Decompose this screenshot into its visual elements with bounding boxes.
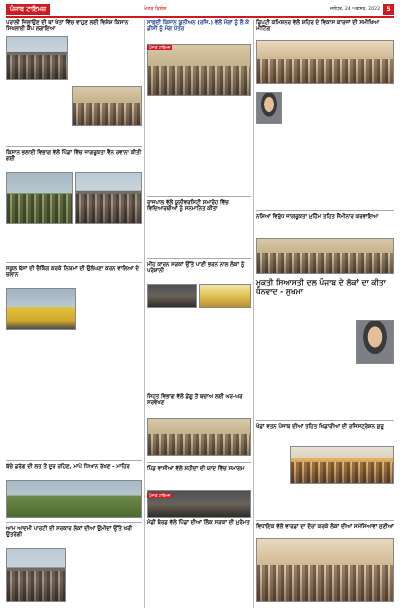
story-11 <box>256 424 394 444</box>
story-6-photo <box>6 288 76 330</box>
story-8-photo-2 <box>199 284 251 308</box>
story-15-photo <box>256 538 394 602</box>
story-11-photo <box>290 446 394 484</box>
section-divider <box>256 210 394 211</box>
story-5 <box>147 200 251 220</box>
section-divider <box>147 462 251 463</box>
story-7-headline: ਨਸ਼ਿਆਂ ਵਿਰੁੱਧ ਜਾਗਰੂਕਤਾ ਮੁਹਿੰਮ ਤਹਿਤ ਸੈਮੀਨਾਰ ਕਰਵਾਇਆ <box>256 214 379 220</box>
story-7 <box>256 214 394 236</box>
story-6 <box>6 266 142 286</box>
section-divider <box>6 262 142 263</box>
story-15-headline: ਵਿਧਾਇਕ ਵੱਲੋਂ ਵਾਰਡਾਂ ਦਾ ਦੌਰਾ ਕਰਕੇ ਲੋਕਾਂ ਦੀਆਂ ਸਮੱਸਿਆਵਾਂ ਸੁਣੀਆਂ <box>256 524 394 530</box>
masthead-section: ਖੇਤਰ ਵਿਸ਼ੇਸ਼ <box>144 6 167 12</box>
story-2-tag: ਪੰਜਾਬ ਟਾਇਮਜ਼ <box>149 45 171 50</box>
masthead-logo: ਪੰਜਾਬ ਟਾਇਮਜ਼ <box>6 4 50 15</box>
story-9 <box>147 394 251 414</box>
column-divider <box>144 20 145 608</box>
story-16-wrap <box>147 482 207 498</box>
story-13-headline: ਆਮ ਆਦਮੀ ਪਾਰਟੀ ਦੀ ਸਰਕਾਰ ਲੋਕਾਂ ਦੀਆਂ ਉਮੀਦਾਂ ਉੱਤੇ ਖਰੀ ਉਤਰੇਗੀ <box>6 526 133 539</box>
story-9-headline: ਸਿਹਤ ਵਿਭਾਗ ਵੱਲੋਂ ਡੇਂਗੂ ਤੋਂ ਬਚਾਅ ਲਈ ਘਰ-ਘਰ ਸਰਵੇਖਣ <box>147 394 243 407</box>
story-3-portrait <box>256 92 282 124</box>
section-divider <box>147 196 251 197</box>
story-4-headline: ਕਿਸਾਨ ਭਲਾਈ ਵਿਭਾਗ ਵੱਲੋਂ ਪਿੰਡਾਂ ਵਿੱਚ ਜਾਗਰੂਕਤਾ ਵੈਨ ਰਵਾਨਾ ਕੀਤੀ ਗਈ <box>6 150 142 163</box>
story-9-photo <box>147 418 251 456</box>
section-divider <box>6 522 142 523</box>
story-13-photo <box>6 548 66 602</box>
story-8-photo <box>147 284 197 308</box>
story-11-headline: ਖੇਡਾਂ ਵਤਨ ਪੰਜਾਬ ਦੀਆਂ ਤਹਿਤ ਖਿਡਾਰੀਆਂ ਦੀ ਰਜਿਸਟ੍ਰੇਸ਼ਨ ਸ਼ੁਰੂ <box>256 424 384 430</box>
page-number: 5 <box>383 4 394 15</box>
story-1-photo-2 <box>72 86 142 126</box>
story-4-photo-2 <box>75 172 142 224</box>
story-8-headline: ਮੀਂਹ ਕਾਰਨ ਸੜਕਾਂ ਉੱਤੇ ਪਾਣੀ ਭਰਨ ਨਾਲ ਲੋਕਾਂ ਨੂੰ ਪਰੇਸ਼ਾਨੀ <box>147 262 245 275</box>
story-1-photo <box>6 36 68 80</box>
story-5-headline: ਰਾਜਪਾਲ ਵੱਲੋਂ ਯੂਨੀਵਰਸਿਟੀ ਸਮਾਰੋਹ ਵਿੱਚ ਵਿਦਿਆਰਥੀਆਂ ਨੂੰ ਸਨਮਾਨਿਤ ਕੀਤਾ <box>147 200 229 213</box>
masthead <box>6 4 394 15</box>
story-4-photo <box>6 172 73 224</box>
story-12-headline: ਬੱਚੇ ਡਰੱਗ ਦੀ ਲਤ ਤੋਂ ਦੂਰ ਰਹਿਣ, ਮਾਪੇ ਧਿਆਨ ਰੱਖਣ - ਮਾਹਿਰ <box>6 464 130 470</box>
section-divider <box>256 520 394 521</box>
story-12-photo <box>6 480 142 518</box>
column-divider <box>253 20 254 608</box>
story-2-headline: ਸਾਫ਼ਦੀ ਕਿਸਾਨ ਯੂਨੀਅਨ (ਰਜਿ.) ਵੱਲੋਂ ਮੰਗਾਂ ਨੂੰ ਲੈ ਕੇ ਡੀਸੀ ਨੂੰ ਮੰਗ ਪੱਤਰ <box>147 20 249 33</box>
masthead-rule <box>6 16 394 18</box>
story-16-headline: ਮੰਡੀ ਬੋਰਡ ਵੱਲੋਂ ਪਿੰਡਾਂ ਦੀਆਂ ਲਿੰਕ ਸੜਕਾਂ ਦੀ ਮੁਰੰਮਤ <box>147 520 250 526</box>
story-3 <box>256 20 394 42</box>
story-8 <box>147 262 251 282</box>
story-15 <box>256 524 394 536</box>
story-2-tag-wrap <box>147 34 207 50</box>
story-3-photo <box>256 40 394 84</box>
story-14-headline: ਪਿੰਡ ਵਾਸੀਆਂ ਵੱਲੋਂ ਸ਼ਹੀਦਾਂ ਦੀ ਯਾਦ ਵਿੱਚ ਸਮਾਗਮ <box>147 466 245 472</box>
story-12 <box>6 464 142 478</box>
section-divider <box>147 258 251 259</box>
section-divider <box>6 146 142 147</box>
masthead-date: ਜਲੰਧਰ, 24 ਅਗਸਤ, 2022 <box>330 7 380 12</box>
section-divider <box>6 460 142 461</box>
story-16-tag: ਪੰਜਾਬ ਟਾਇਮਜ਼ <box>149 493 171 498</box>
story-10 <box>256 278 394 300</box>
story-3-headline: ਡਿਪਟੀ ਕਮਿਸ਼ਨਰ ਵੱਲੋਂ ਸ਼ਹਿਰ ਦੇ ਵਿਕਾਸ ਕਾਰਜਾਂ ਦੀ ਸਮੀਖਿਆ ਮੀਟਿੰਗ <box>256 20 380 33</box>
story-7-photo <box>256 238 394 274</box>
story-10-headline: ਮੁਕਤੀ ਸਿਆਸਤੀ ਦਲ ਪੰਜਾਬ ਦੇ ਲੋਕਾਂ ਦਾ ਕੀਤਾ ਧੰਨਵਾਦ - ਸੁਖਮਾ <box>256 278 386 296</box>
story-10-portrait <box>356 320 394 364</box>
story-1-headline: ਪਰਾਲੀ ਜਿਲਾਉਣ ਦੀ ਥਾਂ ਖੇਤਾਂ ਵਿੱਚ ਵਾਹੁਣ ਲਈ ਵਿਸ਼ੇਸ਼ ਕਿਸਾਨ ਸਿਖਲਾਈ ਕੈਂਪ ਲਗਾਇਆ <box>6 20 129 33</box>
story-13 <box>6 526 142 546</box>
story-16 <box>147 520 251 608</box>
story-2-photo <box>147 44 251 96</box>
story-4 <box>6 150 142 172</box>
story-6-headline: ਸਕੂਲ ਬੱਸਾਂ ਦੀ ਚੈਕਿੰਗ ਕਰਕੇ ਨਿਯਮਾਂ ਦੀ ਉਲੰਘਣਾ ਕਰਨ ਵਾਲਿਆਂ ਦੇ ਚਲਾਨ <box>6 266 139 279</box>
section-divider <box>256 420 394 421</box>
